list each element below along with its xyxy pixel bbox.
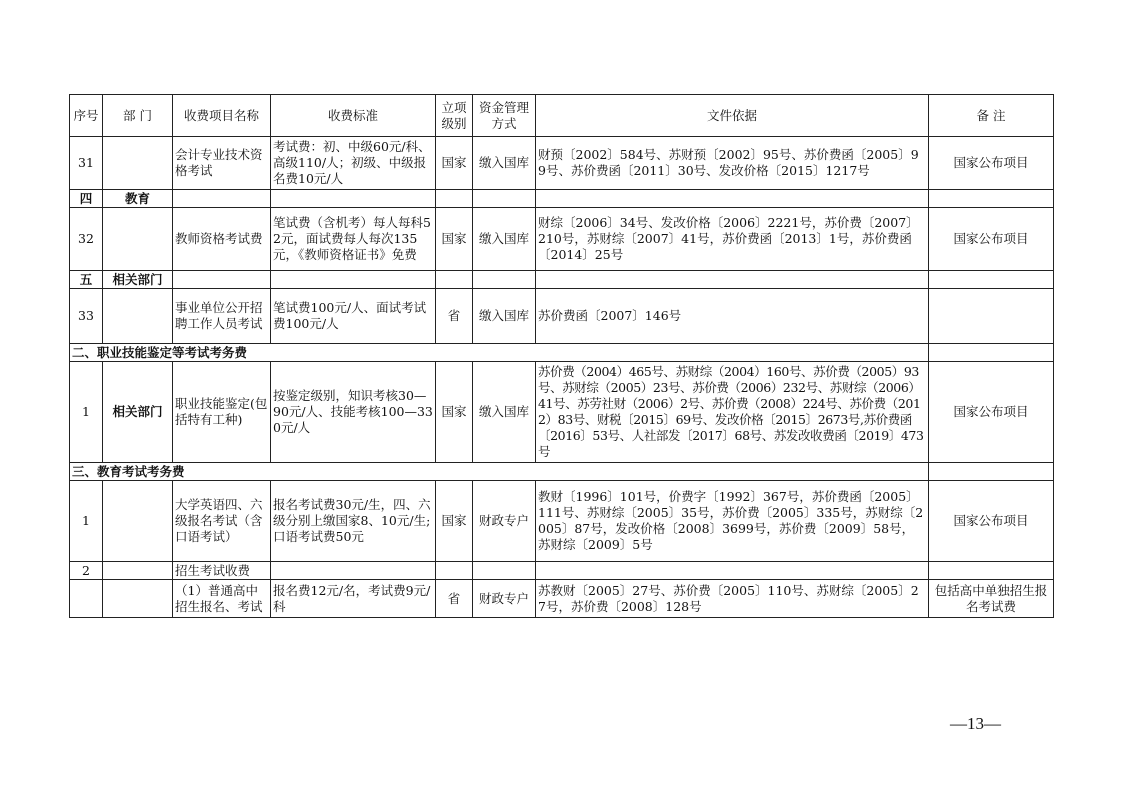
cell-standard	[271, 562, 436, 580]
header-note: 备 注	[929, 95, 1054, 137]
cell-fund: 财政专户	[473, 580, 536, 618]
cell-note	[929, 289, 1054, 344]
header-dept: 部 门	[103, 95, 173, 137]
cell-fund: 财政专户	[473, 481, 536, 562]
cell-fund: 缴入国库	[473, 137, 536, 190]
cell-note	[929, 562, 1054, 580]
table-row	[70, 362, 1054, 463]
cell-standard: 按鉴定级别，知识考核30—90元/人、技能考核100—330元/人	[271, 362, 436, 463]
cell-dept	[103, 289, 173, 344]
cell-seq: 31	[70, 137, 103, 190]
cell-seq: 1	[70, 481, 103, 562]
cell-level: 省	[436, 580, 473, 618]
header-standard: 收费标准	[271, 95, 436, 137]
cell-level	[436, 562, 473, 580]
cell-note: 包括高中单独招生报名考试费	[929, 580, 1054, 618]
major-section-row	[70, 344, 1054, 362]
cell-seq: 2	[70, 562, 103, 580]
cell-level: 省	[436, 289, 473, 344]
header-item: 收费项目名称	[173, 95, 271, 137]
cell-basis: 财预〔2002〕584号、苏财预〔2002〕95号、苏价费函〔2005〕99号、苏价费函〔2011〕30号、发改价格〔2015〕1217号	[536, 137, 929, 190]
page-number: —13—	[950, 714, 1001, 733]
cell-level: 国家	[436, 137, 473, 190]
section-number: 五	[70, 271, 103, 289]
major-section-row	[70, 463, 1054, 481]
header-row	[70, 95, 1054, 137]
cell-standard: 笔试费100元/人、面试考试费100元/人	[271, 289, 436, 344]
fee-table	[69, 94, 1054, 618]
cell-dept: 相关部门	[103, 362, 173, 463]
cell-dept	[103, 137, 173, 190]
section-row	[70, 190, 1054, 208]
cell-fund: 缴入国库	[473, 208, 536, 271]
cell-basis	[536, 562, 929, 580]
cell-basis: 苏价费函〔2007〕146号	[536, 289, 929, 344]
cell-level: 国家	[436, 362, 473, 463]
section-title: 教育	[103, 190, 173, 208]
table-row	[70, 208, 1054, 271]
cell-level: 国家	[436, 208, 473, 271]
cell-fund: 缴入国库	[473, 289, 536, 344]
cell-basis: 苏价费（2004）465号、苏财综（2004）160号、苏价费（2005）93号、苏财综（2005）23号、苏价费（2006）232号、苏财综（2006）41号、苏劳社财（2006）2号、苏价费（2008）224号、苏价费（2012）83号、财税〔2015〕69号、发改价格〔2015〕2673号,苏价费函〔2016〕53号、人社部发〔2017〕68号、苏发改收费函〔2019〕473号	[536, 362, 929, 463]
cell-item: 事业单位公开招聘工作人员考试	[173, 289, 271, 344]
table-row	[70, 580, 1054, 618]
cell-seq	[70, 580, 103, 618]
cell-item: 会计专业技术资格考试	[173, 137, 271, 190]
header-fund: 资金管理方式	[473, 95, 536, 137]
section-title: 相关部门	[103, 271, 173, 289]
cell-basis: 教财〔1996〕101号，价费字〔1992〕367号，苏价费函〔2005〕111号、苏财综〔2005〕35号，苏价费〔2005〕335号，苏财综〔2005〕87号，发改价格〔2008〕3699号，苏价费〔2009〕58号，苏财综〔2009〕5号	[536, 481, 929, 562]
table-row	[70, 562, 1054, 580]
cell-note: 国家公布项目	[929, 362, 1054, 463]
cell-level: 国家	[436, 481, 473, 562]
cell-basis: 财综〔2006〕34号、发改价格〔2006〕2221号，苏价费〔2007〕210号，苏财综〔2007〕41号，苏价费函〔2013〕1号，苏价费函〔2014〕25号	[536, 208, 929, 271]
cell-item: （1）普通高中招生报名、考试	[173, 580, 271, 618]
cell-basis: 苏教财〔2005〕27号、苏价费〔2005〕110号、苏财综〔2005〕27号，苏价费〔2008〕128号	[536, 580, 929, 618]
section-row	[70, 271, 1054, 289]
cell-dept	[103, 580, 173, 618]
table-row	[70, 289, 1054, 344]
cell-fund	[473, 562, 536, 580]
cell-seq: 32	[70, 208, 103, 271]
header-basis: 文件依据	[536, 95, 929, 137]
cell-note: 国家公布项目	[929, 208, 1054, 271]
cell-standard: 报名考试费30元/生，四、六级分别上缴国家8、10元/生;口语考试费50元	[271, 481, 436, 562]
cell-standard: 笔试费（含机考）每人每科52元，面试费每人每次135元，《教师资格证书》免费	[271, 208, 436, 271]
cell-standard: 报名费12元/名，考试费9元/科	[271, 580, 436, 618]
section-number: 四	[70, 190, 103, 208]
major-section-title: 二、职业技能鉴定等考试考务费	[70, 344, 929, 362]
table-row	[70, 481, 1054, 562]
cell-dept	[103, 208, 173, 271]
header-seq: 序号	[70, 95, 103, 137]
cell-item: 教师资格考试费	[173, 208, 271, 271]
cell-dept	[103, 562, 173, 580]
cell-item: 招生考试收费	[173, 562, 271, 580]
cell-item: 大学英语四、六级报名考试（含口语考试）	[173, 481, 271, 562]
cell-fund: 缴入国库	[473, 362, 536, 463]
cell-item: 职业技能鉴定(包括特有工种)	[173, 362, 271, 463]
cell-seq: 1	[70, 362, 103, 463]
cell-dept	[103, 481, 173, 562]
header-level: 立项级别	[436, 95, 473, 137]
cell-note: 国家公布项目	[929, 137, 1054, 190]
cell-seq: 33	[70, 289, 103, 344]
cell-standard: 考试费：初、中级60元/科、高级110/人；初级、中级报名费10元/人	[271, 137, 436, 190]
table-row	[70, 137, 1054, 190]
major-section-title: 三、教育考试考务费	[70, 463, 929, 481]
cell-note: 国家公布项目	[929, 481, 1054, 562]
